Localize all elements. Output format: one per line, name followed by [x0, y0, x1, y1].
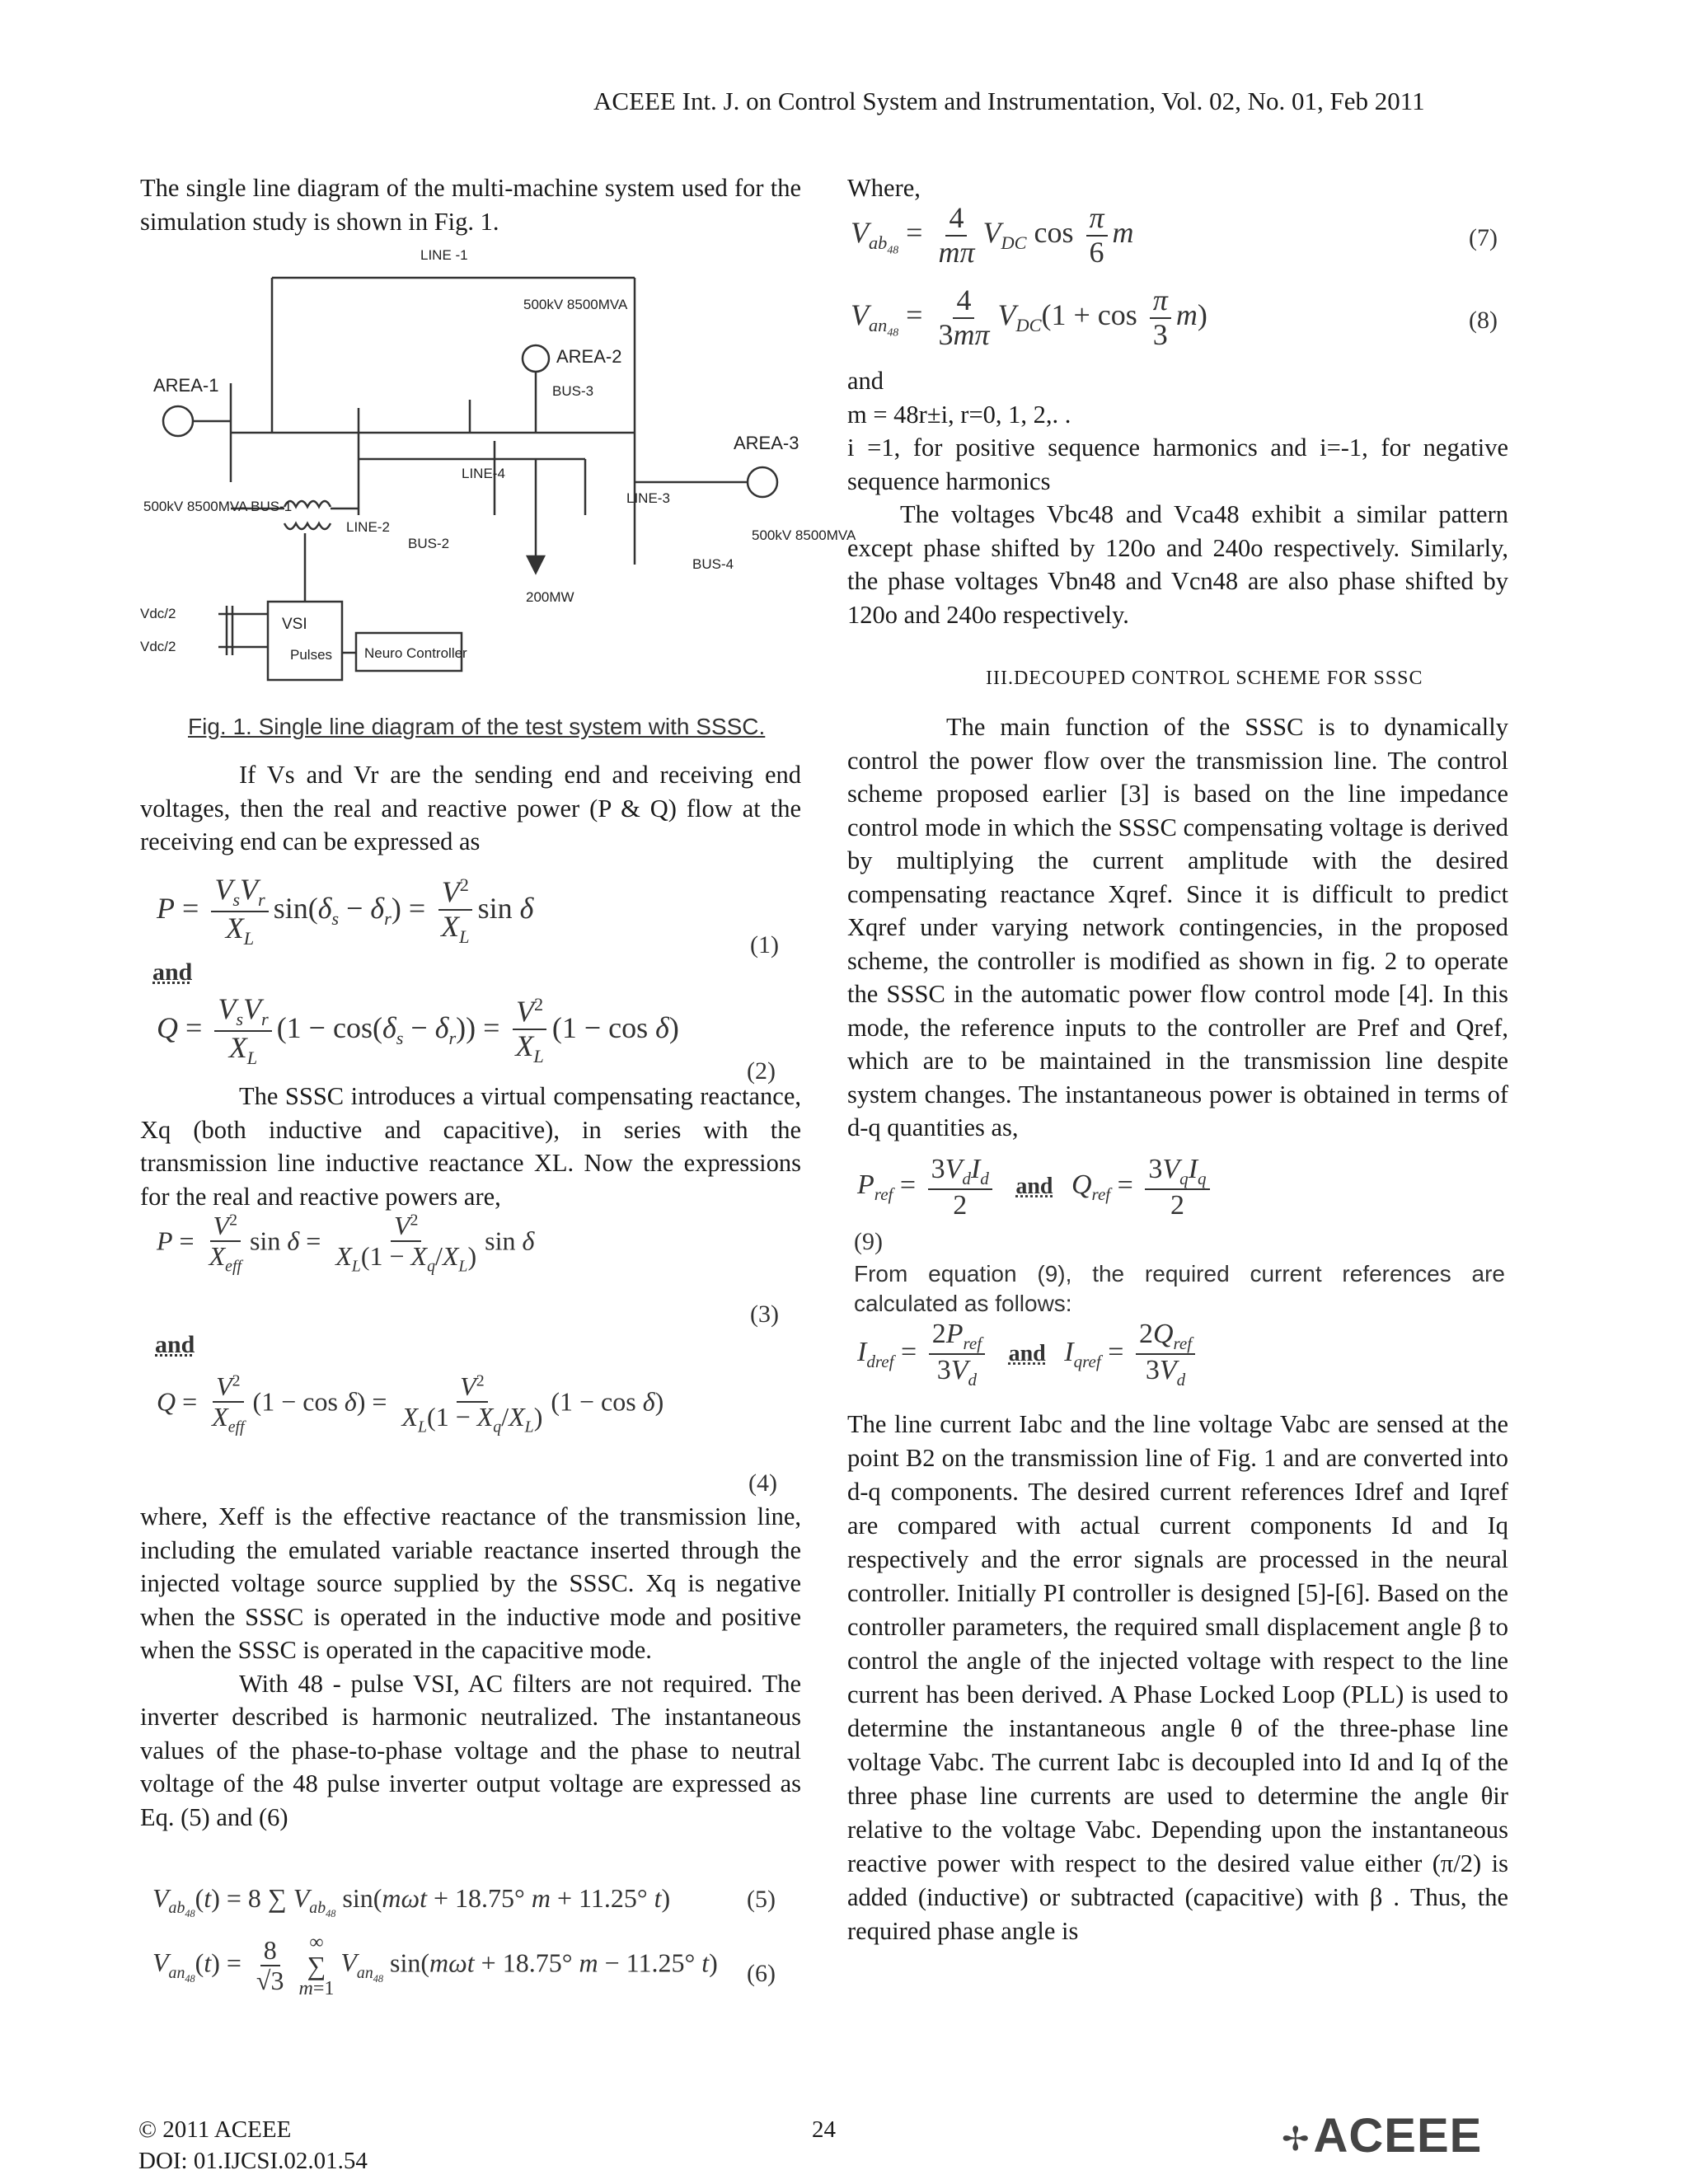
fig-vdc-top-label: Vdc/2 [140, 606, 176, 621]
equation-9: $P_{ref}$ = $\frac{3V_dI_d}{2}$ and $Q_{ref}$ = $\frac{3V_qI_q}{2}$ [857, 1154, 1215, 1221]
equation-8: $V_{an_{48}}$ = $\frac{4}{3m\pi}$ $V_{DC}(1 + \cos$ $\frac{\pi}{3}$ m) [851, 284, 1207, 351]
fig-bus2-label: BUS-2 [408, 536, 450, 551]
and-label-1: and [152, 958, 193, 986]
eq3-number: (3) [750, 1301, 779, 1328]
fig-load-label: 200MW [526, 589, 574, 605]
fig-pulses-label: Pulses [290, 647, 333, 663]
right-para-line-current [847, 1408, 1508, 1948]
xeff-explanation-text: where, Xeff is the effective reactance of the transmission line, including the emulated variable reactance inserted through the injected voltage source supplied by the SSSC. Xq is negative when the SSSC is operated in the inductive mode and positive when the SSSC is operated in the capacitive mode. [140, 1502, 801, 1664]
fig-area1-label: AREA-1 [153, 375, 219, 396]
from-equation-text: From equation (9), the required current references are calculated as follows: [854, 1261, 1505, 1316]
i-definition: i =1, for positive sequence harmonics and i=-1, for negative sequence harmonics [847, 434, 1508, 495]
m-definition: m = 48r±i, r=0, 1, 2,. . [847, 400, 1071, 429]
equation-current-refs: $I_{dref}$ = $\frac{2P_{ref}}{3V_d}$ and $I_{qref}$ = $\frac{2Q_{ref}}{3V_d}$ [857, 1319, 1200, 1390]
page-number: 24 [812, 2116, 836, 2143]
right-para-main [847, 710, 1508, 1145]
eq2-number: (2) [747, 1057, 776, 1085]
fig-bus3-label: BUS-3 [552, 383, 594, 399]
equation-7: $V_{ab_{48}}$ = $\frac{4}{m\pi}$ $V_{DC}$ cos $\frac{\pi}{6}$ m [851, 201, 1134, 269]
equation-3: P = $\frac{V^2}{X_{eff}}$ sin δ = $\frac{V^2}{X_L(1 - X_q/X_L)}$ sin δ [157, 1211, 535, 1276]
left-para-4 [140, 1500, 801, 1834]
fig-line2-label: LINE-2 [346, 519, 390, 535]
left-intro-paragraph [140, 171, 801, 238]
intro-text: The single line diagram of the multi-machine system used for the simulation study is shown in Fig. 1. [140, 174, 801, 236]
fig-line3-label: LINE-3 [626, 490, 670, 506]
fig-line1-label: LINE -1 [420, 247, 468, 263]
fig-area3-label: AREA-3 [734, 433, 799, 453]
fig-area2-rating: 500kV 8500MVA [523, 297, 628, 312]
eq9-and: and [1015, 1174, 1053, 1200]
eq6-number: (6) [747, 1960, 776, 1987]
sssc-function-text: The main function of the SSSC is to dynamically control the power flow over the transmission line. The control scheme proposed earlier [3] is based on the line impedance control mode in which the SSSC compensating voltage is derived by multiplying the current amplitude with the desired compensating reactance Xqref. Since it is difficult to predict Xqref under varying network contingencies, in the proposed scheme, the controller is modified as shown in fig. 2 to operate the SSSC in the automatic power flow control mode [4]. In this mode, the reference inputs to the controller are Pref and Qref, which are to be maintained in the transmission line despite system changes. The instantaneous power is obtained in terms of d-q quantities as, [847, 713, 1508, 1141]
eq4-number: (4) [748, 1469, 777, 1497]
eq5-number: (5) [747, 1886, 776, 1913]
left-para-2 [140, 758, 801, 859]
section-heading: III.DECOUPED CONTROL SCHEME FOR SSSC [986, 668, 1423, 689]
journal-header: ACEEE Int. J. on Control System and Instrumentation, Vol. 02, No. 01, Feb 2011 [593, 87, 1425, 115]
fig-vsi-label: VSI [282, 616, 307, 633]
fig-neuro-label: Neuro Controller [364, 645, 467, 661]
line-current-text: The line current Iabc and the line voltage Vabc are sensed at the point B2 on the transmission line of Fig. 1 and are converted into d-q components. The desired current references Idref and Iqref are compared with actual current components Id and Iq respectively and the error signals are processed in the neural controller. Initially PI controller is designed [5]-[6]. Based on the controller parameters, the required small displacement angle β to control the angle of the injected voltage with respect to the line current has been derived. A Phase Locked Loop (PLL) is used to determine the instantaneous angle θ of the three-phase line voltage Vabc. The current Iabc is decoupled into Id and Iq of the three phase line currents are used to determine the angle θir relative to the voltage Vabc. Depending upon the instantaneous reactive power with respect to the desired value either (π/2) is added (inductive) or subtracted (capacitive) with β . Thus, the required phase angle is [847, 1410, 1508, 1945]
phase-shift-text: The voltages Vbc48 and Vca48 exhibit a similar pattern except phase shifted by 120o and 240o respectively. Similarly, the phase voltages Vbn48 and Vcn48 are also phase shifted by 120o and 240o respectively. [847, 500, 1508, 629]
eq8-number: (8) [1469, 307, 1498, 334]
sssc-reactance-text: The SSSC introduces a virtual compensating reactance, Xq (both inductive and capacitive), in series with the transmission line inductive reactance XL. Now the expressions for the real and reactive powers are, [140, 1082, 801, 1211]
where-label: Where, [847, 174, 921, 202]
fig-area3-rating: 500kV 8500MVA [752, 527, 856, 543]
star-logo-icon: ✢ [1282, 2121, 1311, 2158]
equation-5: $V_{ab_{48}}(t) = 8$ ∑ $V_{ab_{48}}$ sin(mωt + 18.75° m + 11.25° t) [152, 1883, 671, 1920]
right-para-harmonics [847, 364, 1508, 631]
fig-line4-label: LINE-4 [462, 466, 505, 481]
aceee-logo: ✢ACEEE [1282, 2109, 1483, 2163]
equation-2: Q = $\frac{V_sV_r}{X_L}$ $(1 - \cos(\delta_s - \delta_r))$ = $\frac{V^2}{X_L}$ (1 − cos δ) [157, 992, 679, 1068]
fig-area1-rating: 500kV 8500MVA BUS-1 [143, 499, 293, 514]
fig-area2-label: AREA-2 [556, 346, 622, 367]
iref-and: and [1008, 1340, 1046, 1366]
48-pulse-text: With 48 - pulse VSI, AC filters are not required. The inverter described is harmonic neutralized. The instantaneous values of the phase-to-phase voltage and the phase to neutral voltage of the 48 pulse inverter output voltage are expressed as Eq. (5) and (6) [140, 1669, 801, 1831]
single-line-diagram-figure [140, 243, 856, 696]
fig-vdc-bottom-label: Vdc/2 [140, 639, 176, 654]
figure-caption: Fig. 1. Single line diagram of the test system with SSSC. [188, 714, 766, 739]
and-label-2: and [155, 1331, 195, 1358]
doi: DOI: 01.IJCSI.02.01.54 [138, 2148, 368, 2174]
equation-1: P = $\frac{V_sV_r}{X_L}$ $\sin(\delta_s - \delta_r)$ = $\frac{V^2}{X_L}$ sin δ [157, 873, 534, 949]
eq7-number: (7) [1469, 224, 1498, 251]
equation-6: $V_{an_{48}}(t)$ = $\frac{8}{√3}$ ∞ ∑ m=1 $V_{an_{48}}$ sin(mωt + 18.75° m − 11.25° t) [152, 1932, 718, 1999]
equation-4: Q = $\frac{V^2}{X_{eff}}$ (1 − cos δ) = $\frac{V^2}{X_L(1 - X_q/X_L)}$ (1 − cos δ) [157, 1371, 664, 1436]
fig-bus4-label: BUS-4 [692, 556, 734, 572]
left-para-3 [140, 1080, 801, 1213]
sending-receiving-text: If Vs and Vr are the sending end and receiving end voltages, then the real and reactive power (P & Q) flow at the receiving end can be expressed as [140, 761, 801, 855]
eq9-number: (9) [854, 1228, 883, 1255]
eq1-number: (1) [750, 931, 779, 958]
copyright: © 2011 ACEEE [138, 2116, 292, 2143]
and-text: and [847, 367, 884, 395]
